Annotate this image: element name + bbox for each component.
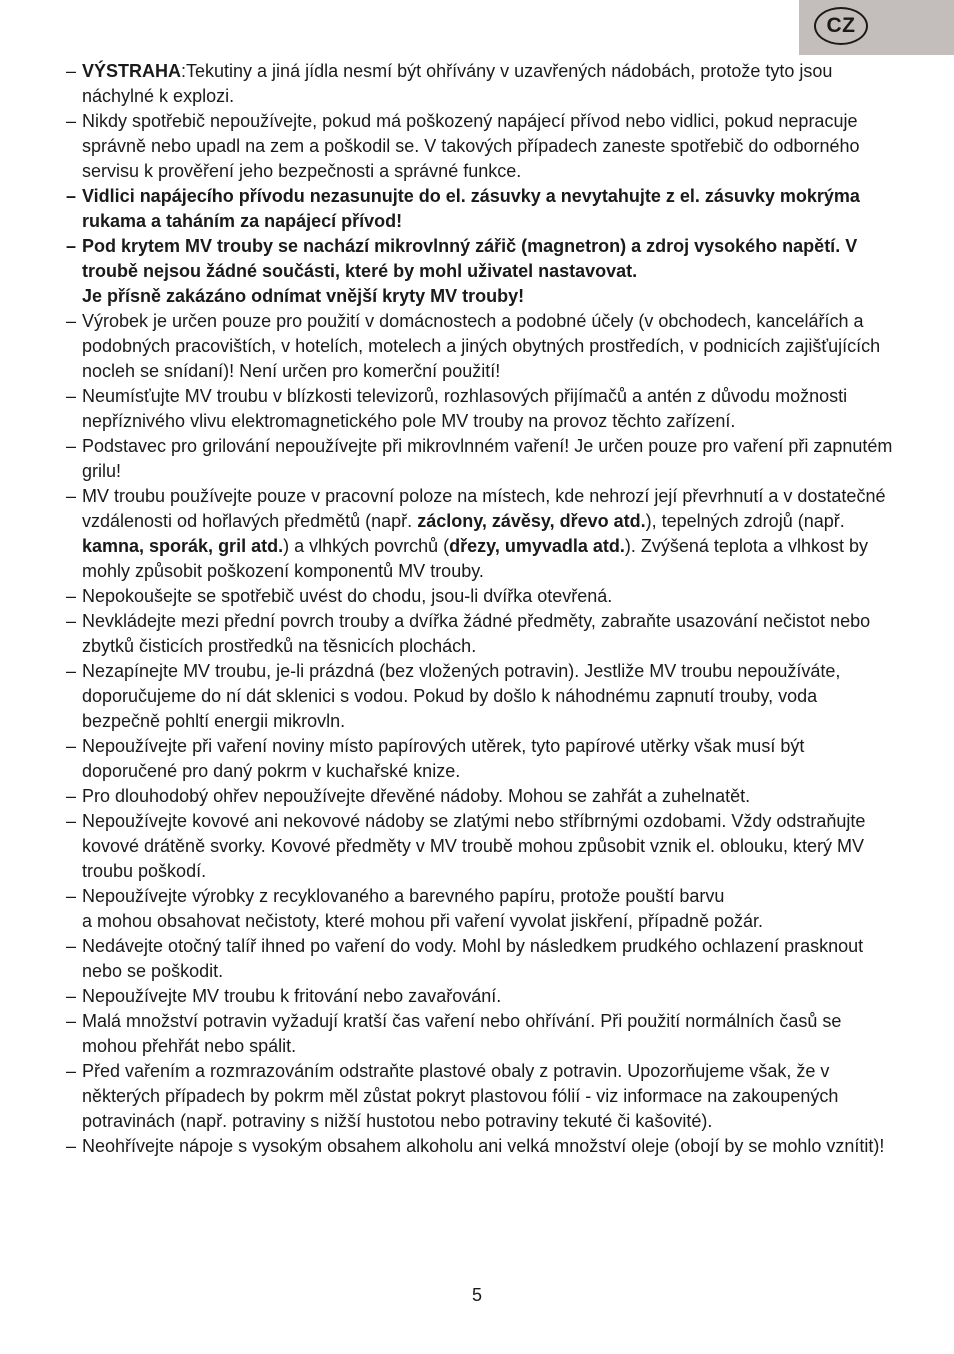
text-run: :Tekutiny a jiná jídla nesmí být ohřívány v uzavřených nádobách, protože tyto jsou náchylné k explozi. [82,61,833,106]
text-run: Neohřívejte nápoje s vysokým obsahem alkoholu ani velká množství oleje (obojí by se mohlo vznítit)! [82,1136,885,1156]
list-item-text [82,109,896,184]
list-bullet-dash: – [66,1011,77,1031]
list-item-text [82,609,896,659]
list-item [66,734,896,784]
emphasized-text: dřezy, umyvadla atd. [449,536,625,556]
list-item [66,884,896,934]
list-item [66,309,896,384]
list-bullet-dash: – [66,986,77,1006]
list-item-text [82,484,896,584]
list-bullet-dash: – [66,186,77,206]
list-bullet-dash: – [66,1136,77,1156]
list-item-text [82,734,896,784]
list-item [66,934,896,984]
list-item-text [82,434,896,484]
text-run: Výrobek je určen pouze pro použití v domácnostech a podobné účely (v obchodech, kancelářích a podobných pracovištích, v hotelích, motelech a jiných obytných prostředích, v podnicích zajišťujících nocleh se snídaní)! Není určen pro komerční použití! [82,311,881,381]
text-run: Vidlici napájecího přívodu nezasunujte do el. zásuvky a nevytahujte z el. zásuvky mokrýma rukama a taháním za napájecí přívod! [82,186,860,231]
emphasized-text: VÝSTRAHA [82,61,182,81]
list-item-text [82,234,896,309]
list-item [66,984,896,1009]
list-bullet-dash: – [66,236,77,256]
emphasized-text: záclony, závěsy, dřevo atd. [417,511,646,531]
list-bullet-dash: – [66,586,77,606]
text-run: MV troubu používejte pouze v pracovní poloze na místech, kde nehrozí její převrhnutí a v dostatečné vzdálenosti od hořlavých předmětů (např. [82,486,886,531]
list-item [66,1009,896,1059]
list-item-text [82,309,896,384]
text-run: Je přísně zakázáno odnímat vnější kryty MV trouby! [82,286,525,306]
list-item [66,484,896,584]
list-item-text [82,784,896,809]
text-run: Neumísťujte MV troubu v blízkosti televizorů, rozhlasových přijímačů a antén z důvodu možnosti nepříznivého vlivu elektromagnetického pole MV trouby na provoz těchto zařízení. [82,386,848,431]
list-item [66,384,896,434]
list-item-text [82,1009,896,1059]
list-item-text [82,884,896,934]
list-bullet-dash: – [66,936,77,956]
text-run: Nepoužívejte výrobky z recyklovaného a barevného papíru, protože pouští barvu [82,886,725,906]
text-run: Pro dlouhodobý ohřev nepoužívejte dřevěné nádoby. Mohou se zahřát a zuhelnatět. [82,786,751,806]
list-item [66,234,896,309]
list-bullet-dash: – [66,811,77,831]
list-bullet-dash: – [66,1061,77,1081]
list-item-text [82,659,896,734]
list-item [66,584,896,609]
safety-instructions-list [66,59,896,1159]
list-item [66,59,896,109]
emphasized-text: kamna, sporák, gril atd. [82,536,284,556]
list-bullet-dash: – [66,736,77,756]
text-run: ) a vlhkých povrchů ( [283,536,450,556]
list-item [66,1059,896,1134]
page-number: 5 [471,1285,482,1305]
list-bullet-dash: – [66,486,77,506]
list-item [66,109,896,184]
list-item-text [82,184,896,234]
text-run: Nikdy spotřebič nepoužívejte, pokud má poškozený napájecí přívod nebo vidlici, pokud nepracuje správně nebo upadl na zem a poškodil se. V takových případech zaneste spotřebič do odborného servisu k prověření jeho bezpečnosti a správné funkce. [82,111,860,181]
list-item-text [82,1059,896,1134]
list-bullet-dash: – [66,311,77,331]
list-item-text [82,584,896,609]
text-run: Malá množství potravin vyžadují kratší čas vaření nebo ohřívání. Při použití normálních časů se mohou přehřát nebo spálit. [82,1011,842,1056]
list-item-text [82,934,896,984]
list-item [66,659,896,734]
list-bullet-dash: – [66,786,77,806]
list-item-text [82,984,896,1009]
list-bullet-dash: – [66,111,77,131]
text-run: Nepoužívejte MV troubu k fritování nebo zavařování. [82,986,502,1006]
text-run: Podstavec pro grilování nepoužívejte při mikrovlnném vaření! Je určen pouze pro vaření při zapnutém grilu! [82,436,893,481]
list-item [66,609,896,659]
list-item-text [82,59,896,109]
list-item-text [82,384,896,434]
text-run: Nepokoušejte se spotřebič uvést do chodu, jsou-li dvířka otevřená. [82,586,613,606]
language-badge: CZ [814,7,868,45]
text-run: ), tepelných zdrojů (např. [645,511,845,531]
text-run: Pod krytem MV trouby se nachází mikrovlnný zářič (magnetron) a zdroj vysokého napětí. V troubě nejsou žádné součásti, které by mohl uživatel nastavovat. [82,236,858,281]
list-item-text [82,809,896,884]
text-run: Před vařením a rozmrazováním odstraňte plastové obaly z potravin. Upozorňujeme však, že v některých případech by pokrm měl zůstat pokryt plastovou fólií - viz informace na zakoupených potravinách (např. potraviny s nižší hustotou nebo potraviny tekuté či kašovité). [82,1061,839,1131]
list-bullet-dash: – [66,886,77,906]
list-item [66,434,896,484]
text-run: ). Zvýšená teplota a vlhkost by mohly způsobit poškození komponentů MV trouby. [82,536,868,581]
text-run: Nedávejte otočný talíř ihned po vaření do vody. Mohl by následkem prudkého ochlazení prasknout nebo se poškodit. [82,936,864,981]
list-bullet-dash: – [66,436,77,456]
list-bullet-dash: – [66,611,77,631]
list-item [66,1134,896,1159]
list-bullet-dash: – [66,661,77,681]
list-item [66,809,896,884]
text-run: Nezapínejte MV troubu, je-li prázdná (bez vložených potravin). Jestliže MV troubu nepoužíváte, doporučujeme do ní dát sklenici s vodou. Pokud by došlo k náhodnému zapnutí trouby, voda bezpečně pohltí energii mikrovln. [82,661,841,731]
list-item [66,184,896,234]
text-run: Nepoužívejte při vaření noviny místo papírových utěrek, tyto papírové utěrky však musí být doporučené pro daný pokrm v kuchařské knize. [82,736,805,781]
list-item [66,784,896,809]
list-bullet-dash: – [66,386,77,406]
list-item-text [82,1134,896,1159]
list-bullet-dash: – [66,61,77,81]
text-run: a mohou obsahovat nečistoty, které mohou při vaření vyvolat jiskření, případně požár. [82,911,764,931]
text-run: Nevkládejte mezi přední povrch trouby a dvířka žádné předměty, zabraňte usazování nečistot nebo zbytků čisticích prostředků na těsnicích plochách. [82,611,871,656]
text-run: Nepoužívejte kovové ani nekovové nádoby se zlatými nebo stříbrnými ozdobami. Vždy odstraňujte kovové drátěně svorky. Kovové předměty v MV troubě mohou způsobit vznik el. oblouku, který MV troubu poškodí. [82,811,866,881]
